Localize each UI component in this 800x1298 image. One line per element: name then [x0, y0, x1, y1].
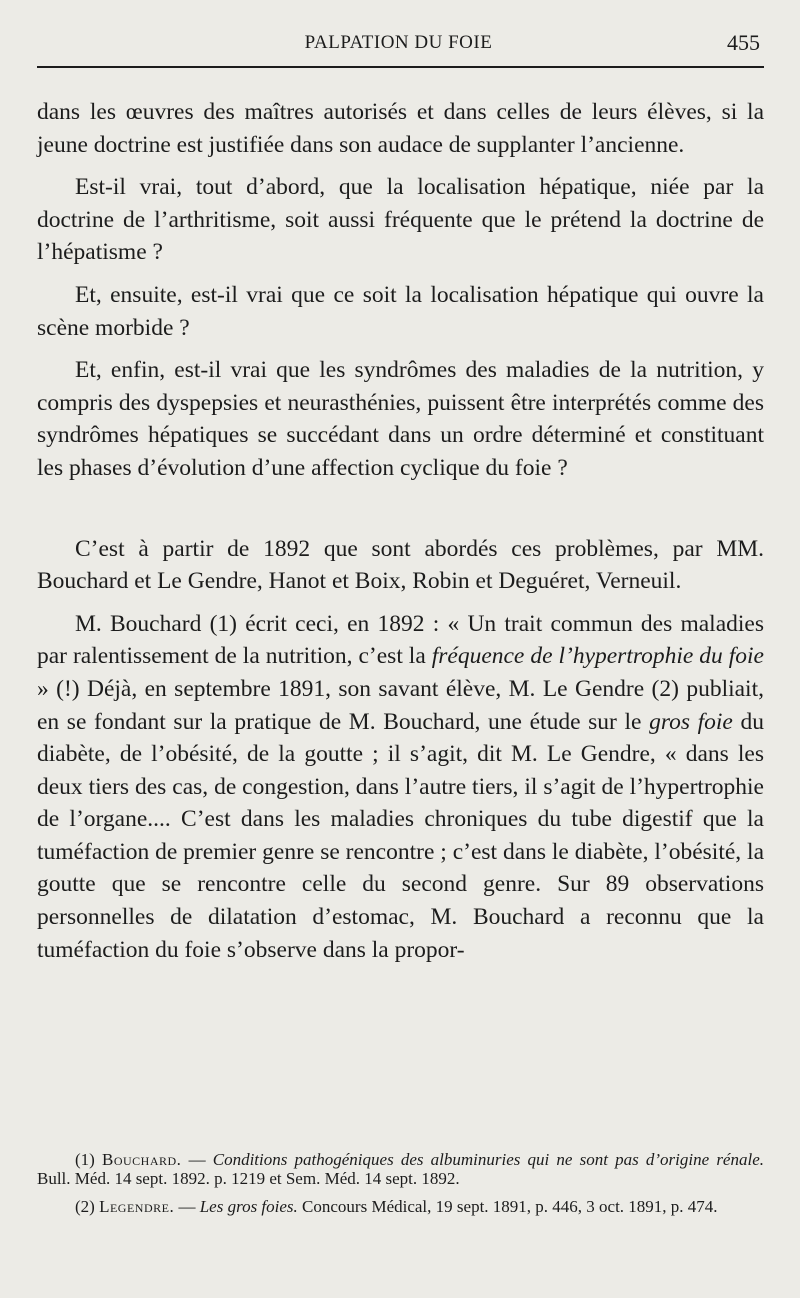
paragraph-6 — [37, 608, 764, 967]
footnote-2-author: Legendre. — [99, 1197, 175, 1216]
page-number: 455 — [727, 30, 760, 55]
footnote-1-author: Bouchard. — [101, 1150, 182, 1169]
footnote-1 — [37, 1150, 764, 1188]
paragraph-6-italic-2: gros foie — [649, 708, 733, 735]
paragraph-6-part-3: du diabète, de l’obésité, de la goutte ; il s’agit, dit M. Le Gendre, « dans les deux tiers des cas, de congestion, dans l’autre tiers, il s’agit de l’hypertrophie de l’organe.... C’est dans les maladies chroniques du tube digestif que la tuméfaction de premier genre se rencontre ; c’est dans le diabète, l’obésité, la goutte que se rencontre celle du second genre. Sur 89 observations personnelles de dilatation d’estomac, M. Bouchard a reconnu que la tuméfaction du foie s’observe dans la propor- — [37, 708, 765, 963]
paragraph-4: Et, enfin, est-il vrai que les syndrômes des maladies de la nutrition, y compris des dyspepsies et neurasthénies, puissent être interprétés comme des syndrômes hépatiques se succédant dans un ordre déterminé et constituant les phases d’évolution d’une affection cyclique du foie ? — [37, 357, 764, 481]
footnote-1-marker: (1) — [75, 1150, 102, 1169]
footnote-2-reference: Concours Médical, 19 sept. 1891, p. 446, 3 oct. 1891, p. 474. — [297, 1197, 718, 1216]
paragraph-2: Est-il vrai, tout d’abord, que la localisation hépatique, niée par la doctrine de l’arthritisme, soit aussi fréquente que le prétend la doctrine de l’hépatisme ? — [37, 174, 764, 266]
footnote-2-marker: (2) — [75, 1197, 100, 1216]
paragraph-1: dans les œuvres des maîtres autorisés et dans celles de leurs élèves, si la jeune doctrine est justifiée dans son audace de supplanter l’ancienne. — [37, 99, 764, 158]
running-title: PALPATION DU FOIE — [304, 32, 493, 53]
footnote-1-title: Conditions pathogéniques des albuminuries qui ne sont pas d’origine rénale. — [212, 1150, 765, 1169]
footnote-1-separator: — — [181, 1150, 213, 1169]
paragraph-3: Et, ensuite, est-il vrai que ce soit la localisation hépatique qui ouvre la scène morbide ? — [37, 281, 764, 341]
footnote-2 — [37, 1197, 764, 1216]
paragraph-6-italic-1: fréquence de l’hypertrophie du foie — [431, 643, 764, 670]
footnote-2-title: Les gros foies. — [199, 1197, 298, 1216]
footnotes — [37, 1150, 764, 1216]
footnote-2-separator: — — [174, 1197, 200, 1216]
running-head — [37, 30, 760, 62]
paragraph-6-part-1: M. Bouchard (1) écrit ceci, en 1892 : « Un trait commun des maladies par ralentissement de la nutrition, c’est la — [37, 610, 764, 670]
header-rule — [37, 66, 764, 68]
paragraph-6-part-2: » (!) Déjà, en septembre 1891, son savant élève, M. Le Gendre (2) publiait, en se fondant sur la pratique de M. Bouchard, une étude sur le — [37, 675, 764, 735]
body-text — [37, 96, 764, 966]
paragraph-5: C’est à partir de 1892 que sont abordés ces problèmes, par MM. Bouchard et Le Gendre, Hanot et Boix, Robin et Deguéret, Verneuil. — [37, 535, 764, 595]
footnote-1-reference: Bull. Méd. 14 sept. 1892. p. 1219 et Sem. Méd. 14 sept. 1892. — [37, 1169, 460, 1188]
